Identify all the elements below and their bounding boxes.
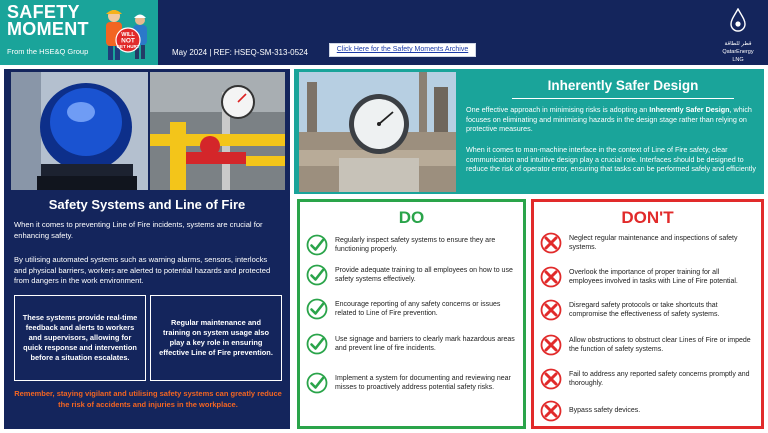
cross-icon [540, 400, 562, 422]
safer-design-p1-bold: Inherently Safer Design [649, 105, 730, 114]
feedback-alerts-text: These systems provide real-time feedback and alerts to workers and supervisors, allowing for quick response and intervention before a situation escalates. [22, 313, 138, 362]
safer-design-paragraph-2: When it comes to man-machine interface in the context of Line of Fire safety, clear communication and intuitive design play a crucial role. Interfaces should be designed to reduce the risk of operator error, ensuring that tasks can be performed safely and efficiently [466, 145, 756, 174]
checkmark-icon [306, 298, 328, 320]
safety-systems-title: Safety Systems and Line of Fire [48, 197, 246, 212]
do-panel [297, 199, 526, 429]
cross-icon [540, 266, 562, 288]
logo-title-line1: SAFETY [7, 2, 80, 22]
safety-systems-intro: When it comes to preventing Line of Fire incidents, systems are crucial for enhancing safety. [14, 220, 263, 240]
dont-item-text: Overlook the importance of proper training for all employees involved in tasks with Line of Fire potential. [569, 268, 738, 285]
do-item [306, 264, 515, 286]
dont-item [540, 368, 753, 390]
maintenance-training-text: Regular maintenance and training on system usage also play a key role in ensuring effective Line of Fire prevention. [159, 318, 273, 357]
mascot-text-1: WILL [121, 32, 135, 38]
brand-arabic: قطر للطاقة [724, 41, 752, 47]
dont-item-text: Allow obstructions to obstruct clear Lines of Fire or impede the function of safety systems. [569, 336, 751, 353]
warning-beacon-icon [11, 72, 148, 190]
archive-link-button[interactable]: Click Here for the Safety Moments Archive [329, 43, 476, 57]
do-item [306, 298, 515, 320]
safer-design-title: Inherently Safer Design [547, 78, 699, 93]
inherently-safer-design-panel [294, 69, 764, 194]
safety-moment-logo [0, 0, 158, 65]
do-item-text: Encourage reporting of any safety concerns or issues related to Line of Fire prevention. [335, 300, 501, 317]
do-title: DO [398, 208, 425, 227]
do-item-text: Use signage and barriers to clearly mark hazardous areas and prevent line of fire incidents. [335, 335, 515, 352]
cross-icon [540, 299, 562, 321]
title-divider [512, 98, 734, 99]
safer-design-p1-pre: One effective approach in minimising risks is adopting an [466, 105, 650, 114]
do-item [306, 372, 515, 394]
do-item-text: Provide adequate training to all employees on how to use safety systems effectively. [335, 266, 513, 283]
logo-title-line2: MOMENT [7, 19, 89, 39]
cross-icon [540, 368, 562, 390]
safer-design-title-bar [512, 77, 734, 97]
feedback-alerts-box [14, 295, 146, 381]
do-item-text: Regularly inspect safety systems to ensure they are functioning properly. [335, 236, 496, 253]
mascot-text-3: GET HURT [116, 44, 140, 49]
do-item-text: Implement a system for documenting and reviewing near misses to proactively address potential safety risks. [335, 374, 511, 391]
dont-item [540, 232, 753, 254]
checkmark-icon [306, 333, 328, 355]
pressure-gauge-photo [150, 72, 285, 190]
qatarenergy-logo [714, 8, 762, 63]
mascot-text-2: NOT [121, 37, 135, 45]
dont-item-text: Bypass safety devices. [569, 407, 641, 415]
do-item [306, 333, 515, 355]
brand-sub: LNG [732, 57, 744, 63]
do-item [306, 234, 515, 256]
safety-systems-panel [4, 69, 290, 429]
cross-icon [540, 334, 562, 356]
gauge-valve-icon [150, 72, 285, 190]
logo-title [7, 4, 89, 38]
safety-systems-detail: By utilising automated systems such as warning alarms, sensors, interlocks and physical barriers, workers are alerted to potential hazards and protected from dangers in the work environment. [14, 255, 271, 285]
safer-design-p1-post: , which focuses on eliminating and minimising hazards in the design stage rather than relying on protective measures. [466, 105, 752, 134]
plant-gauge-photo [299, 72, 456, 192]
header-bar [0, 0, 768, 65]
workers-mascot-icon [100, 4, 156, 62]
dont-item-text: Disregard safety protocols or take shortcuts that compromise the effectiveness of safety systems. [569, 301, 720, 318]
industrial-plant-icon [299, 72, 456, 192]
checkmark-icon [306, 264, 328, 286]
dont-item-text: Fail to address any reported safety concerns promptly and thoroughly. [569, 370, 750, 387]
dont-item [540, 266, 753, 288]
dont-panel [531, 199, 764, 429]
logo-subtitle: From the HSE&Q Group [7, 47, 89, 56]
checkmark-icon [306, 234, 328, 256]
droplet-logo-icon [728, 8, 748, 34]
dont-item-text: Neglect regular maintenance and inspections of safety systems. [569, 234, 738, 251]
dont-item [540, 299, 753, 321]
maintenance-training-box [150, 295, 282, 381]
dont-title: DON'T [621, 208, 674, 227]
issue-reference: May 2024 | REF: HSEQ-SM-313-0524 [172, 48, 308, 57]
cross-icon [540, 232, 562, 254]
reminder-text: Remember, staying vigilant and utilising safety systems can greatly reduce the risk of accidents and injuries in the workplace. [14, 389, 282, 409]
dont-item [540, 400, 753, 422]
beacon-photo [11, 72, 148, 190]
brand-name: QatarEnergy [722, 49, 754, 55]
checkmark-icon [306, 372, 328, 394]
safer-design-paragraph-1 [466, 105, 758, 134]
dont-item [540, 334, 753, 356]
